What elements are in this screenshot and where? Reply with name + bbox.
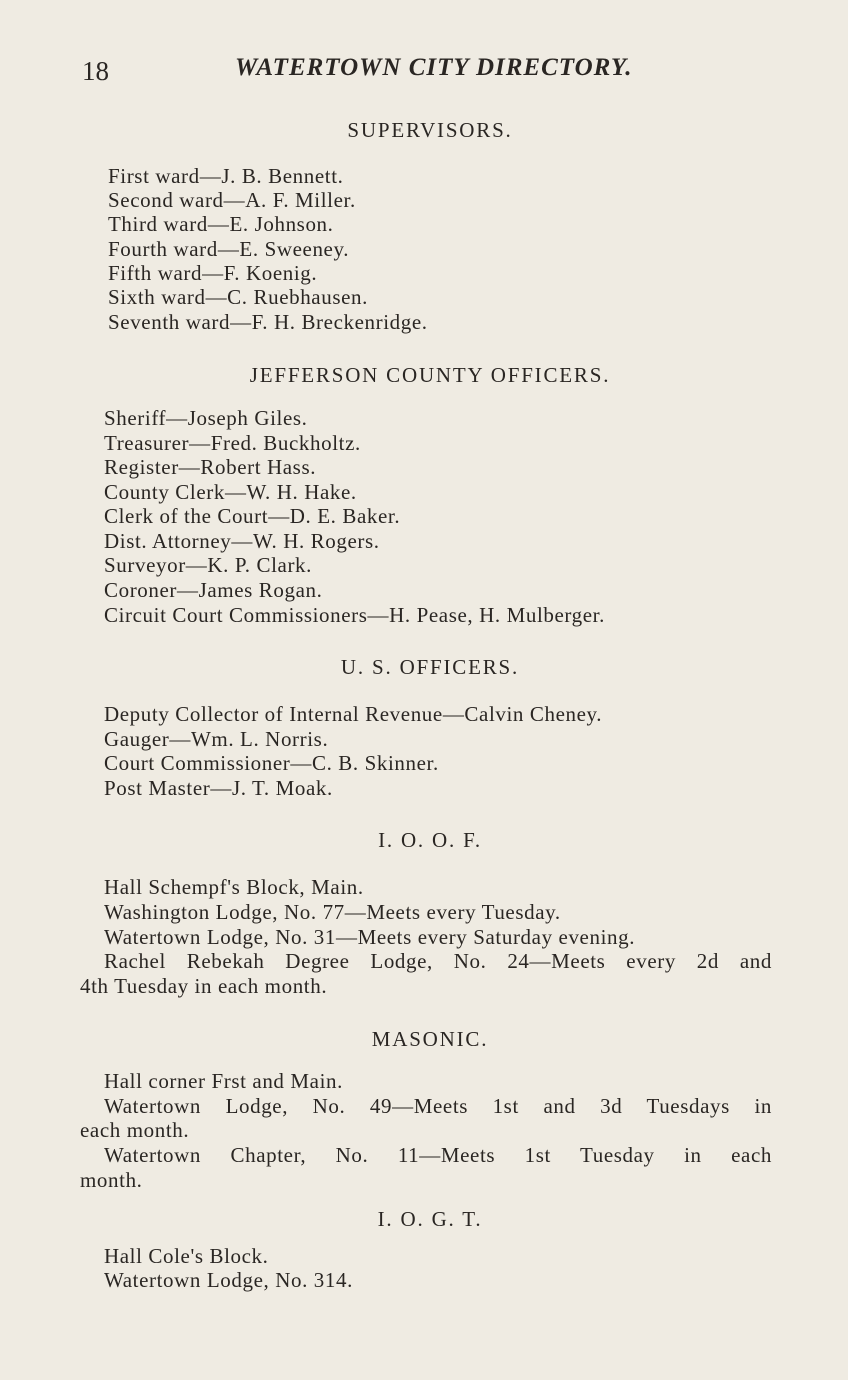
section-title-iogt: I. O. G. T. xyxy=(377,1207,483,1231)
us-officer-line: Deputy Collector of Internal Revenue—Calvin Cheney. xyxy=(104,702,603,726)
ioof-line: Hall Schempf's Block, Main. xyxy=(104,875,364,899)
county-officer-line: Treasurer—Fred. Buckholtz. xyxy=(104,431,361,455)
supervisor-line: Fifth ward—F. Koenig. xyxy=(108,261,318,285)
masonic-line: month. xyxy=(80,1168,143,1192)
county-officer-line: Clerk of the Court—D. E. Baker. xyxy=(104,504,401,528)
masonic-line: Watertown Chapter, No. 11—Meets 1st Tuesday in each xyxy=(104,1143,772,1167)
running-title: WATERTOWN CITY DIRECTORY. xyxy=(235,54,633,81)
section-title-ioof: I. O. O. F. xyxy=(378,828,482,852)
supervisor-line: Seventh ward—F. H. Breckenridge. xyxy=(108,310,428,334)
county-officer-line: Surveyor—K. P. Clark. xyxy=(104,553,313,577)
page-header xyxy=(80,54,760,88)
section-title-supervisors: SUPERVISORS. xyxy=(347,118,513,142)
county-officer-line: Sheriff—Joseph Giles. xyxy=(104,406,308,430)
ioof-line: 4th Tuesday in each month. xyxy=(80,974,328,998)
masonic-line: each month. xyxy=(80,1118,190,1142)
supervisor-line: Sixth ward—C. Ruebhausen. xyxy=(108,285,368,309)
masonic-line: Hall corner Frst and Main. xyxy=(104,1069,343,1093)
supervisor-line: Second ward—A. F. Miller. xyxy=(108,188,356,212)
section-title-masonic: MASONIC. xyxy=(371,1027,489,1051)
section-title-county-officers: JEFFERSON COUNTY OFFICERS. xyxy=(249,363,611,387)
county-officer-line: Coroner—James Rogan. xyxy=(104,578,323,602)
section-title-us-officers: U. S. OFFICERS. xyxy=(340,655,520,679)
supervisor-line: Third ward—E. Johnson. xyxy=(108,212,334,236)
ioof-line: Washington Lodge, No. 77—Meets every Tuesday. xyxy=(104,900,561,924)
page-number: 18 xyxy=(82,56,109,86)
us-officer-line: Court Commissioner—C. B. Skinner. xyxy=(104,751,439,775)
county-officer-line: Circuit Court Commissioners—H. Pease, H. Mulberger. xyxy=(104,603,605,627)
supervisor-line: First ward—J. B. Bennett. xyxy=(108,164,344,188)
ioof-line: Watertown Lodge, No. 31—Meets every Saturday evening. xyxy=(104,925,636,949)
iogt-line: Hall Cole's Block. xyxy=(104,1244,269,1268)
supervisor-line: Fourth ward—E. Sweeney. xyxy=(108,237,350,261)
masonic-line: Watertown Lodge, No. 49—Meets 1st and 3d Tuesdays in xyxy=(104,1094,772,1118)
us-officer-line: Post Master—J. T. Moak. xyxy=(104,776,333,800)
county-officer-line: County Clerk—W. H. Hake. xyxy=(104,480,357,504)
ioof-line: Rachel Rebekah Degree Lodge, No. 24—Meets every 2d and xyxy=(104,949,772,973)
iogt-line: Watertown Lodge, No. 314. xyxy=(104,1268,353,1292)
county-officer-line: Dist. Attorney—W. H. Rogers. xyxy=(104,529,380,553)
us-officer-line: Gauger—Wm. L. Norris. xyxy=(104,727,329,751)
county-officer-line: Register—Robert Hass. xyxy=(104,455,317,479)
